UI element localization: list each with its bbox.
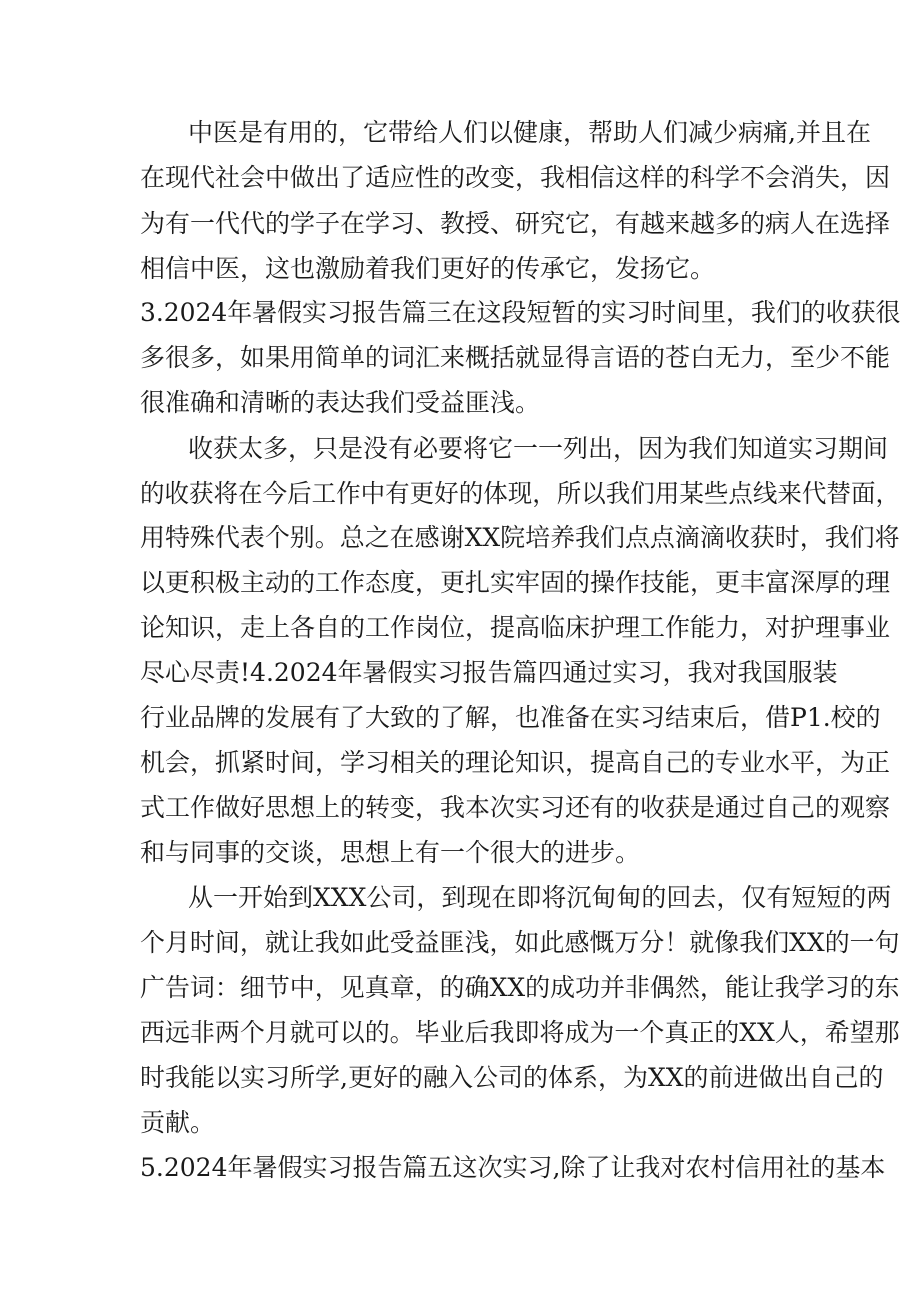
- text-line: 西远非两个月就可以的。毕业后我即将成为一个真正的XX人，希望那: [140, 1018, 900, 1047]
- text-line: 广告词：细节中，见真章，的确XX的成功并非偶然，能让我学习的东: [140, 973, 900, 1002]
- text-line: 贡献。: [140, 1108, 216, 1137]
- text-line: 多很多，如果用简单的词汇来概括就显得言语的苍白无力，至少不能: [140, 343, 891, 372]
- text-line: 用特殊代表个别。总之在感谢XX院培养我们点点滴滴收获时，我们将: [140, 523, 900, 552]
- text-line: 行业品牌的发展有了大致的了解，也准备在实习结束后，借P1.校的: [140, 703, 881, 732]
- text-line: 论知识，走上各自的工作岗位，提高临床护理工作能力，对护理事业: [140, 613, 891, 642]
- text-line: 5.2024年暑假实习报告篇五这次实习,除了让我对农村信用社的基本: [140, 1153, 886, 1182]
- text-line: 从一开始到XXX公司，到现在即将沉甸甸的回去，仅有短短的两: [188, 883, 892, 912]
- text-line: 的收获将在今后工作中有更好的体现，所以我们用某些点线来代替面，: [140, 479, 900, 508]
- text-line: 和与同事的交谈，思想上有一个很大的进步。: [140, 838, 641, 867]
- text-line: 收获太多，只是没有必要将它一一列出，因为我们知道实习期间: [188, 434, 889, 463]
- text-line: 很准确和清晰的表达我们受益匪浅。: [140, 388, 541, 417]
- text-line: 个月时间，就让我如此受益匪浅，如此感慨万分！就像我们XX的一句: [140, 928, 900, 957]
- text-line: 3.2024年暑假实习报告篇三在这段短暂的实习时间里，我们的收获很: [140, 298, 901, 327]
- text-line: 机会，抓紧时间，学习相关的理论知识，提高自己的专业水平，为正: [140, 748, 891, 777]
- text-line: 以更积极主动的工作态度，更扎实牢固的操作技能，更丰富深厚的理: [140, 568, 891, 597]
- text-line: 相信中医，这也激励着我们更好的传承它，发扬它。: [140, 254, 716, 283]
- text-line: 在现代社会中做出了适应性的改变，我相信这样的科学不会消失，因: [140, 163, 891, 192]
- text-line: 为有一代代的学子在学习、教授、研究它，有越来越多的病人在选择: [140, 209, 891, 238]
- text-line: 时我能以实习所学,更好的融入公司的体系，为XX的前进做出自己的: [140, 1063, 884, 1092]
- text-line: 式工作做好思想上的转变，我本次实习还有的收获是通过自己的观察: [140, 793, 891, 822]
- text-line: 中医是有用的，它带给人们以健康，帮助人们减少病痛,并且在: [188, 118, 871, 147]
- text-line: 尽心尽责!4.2024年暑假实习报告篇四通过实习，我对我国服装: [140, 658, 838, 687]
